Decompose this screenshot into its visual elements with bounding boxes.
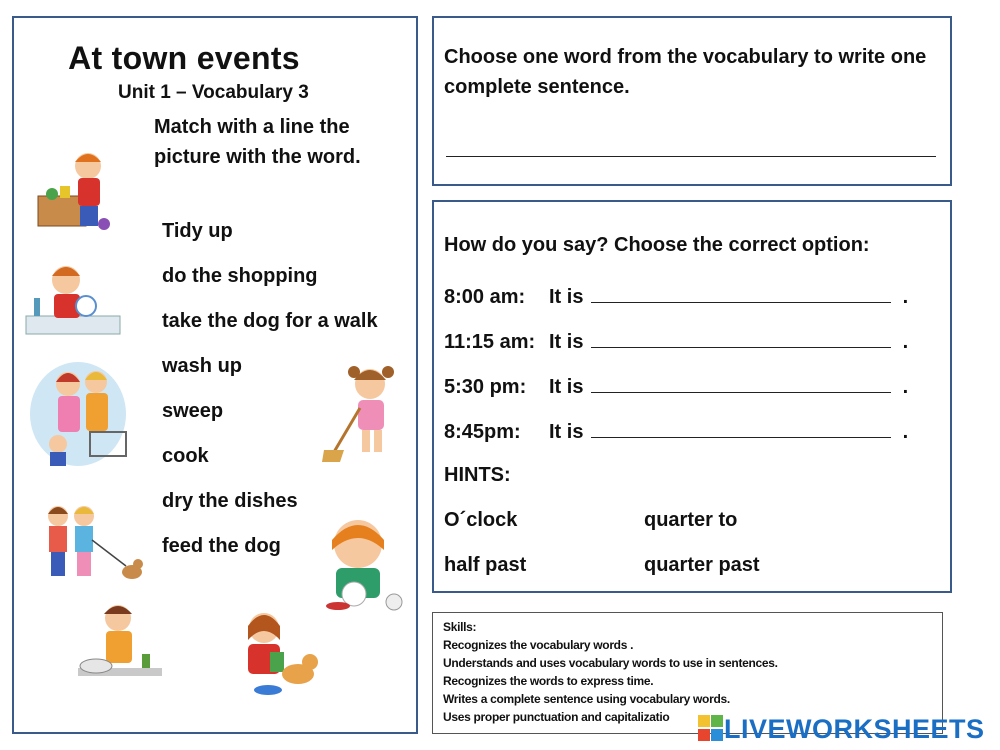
- worksheet-title: At town events: [68, 40, 300, 76]
- time-row: [444, 374, 908, 404]
- sweep-picture[interactable]: [316, 358, 408, 468]
- hint-option: half past: [444, 554, 527, 576]
- time-row: [444, 329, 908, 359]
- time-question: How do you say? Choose the correct option:: [444, 234, 870, 256]
- word-item[interactable]: feed the dog: [162, 535, 281, 557]
- take-the-dog-for-a-walk-picture[interactable]: [34, 496, 144, 586]
- hint-option: O´clock: [444, 509, 518, 531]
- time-row: [444, 419, 908, 449]
- skill-item: Writes a complete sentence using vocabulary words.: [443, 692, 730, 706]
- time-answer-blank[interactable]: [591, 329, 891, 348]
- time-value: 8:00 am:: [444, 286, 526, 308]
- time-label: It is: [549, 421, 584, 443]
- vocabulary-panel: [12, 16, 418, 734]
- hints-title: HINTS:: [444, 464, 511, 486]
- word-item[interactable]: take the dog for a walk: [162, 310, 378, 332]
- sentence-writing-panel: [432, 16, 952, 186]
- feed-the-dog-picture[interactable]: [224, 600, 324, 700]
- skills-title: Skills:: [443, 620, 477, 634]
- time-period: .: [902, 331, 909, 353]
- sentence-prompt: Choose one word from the vocabulary to write one complete sentence.: [444, 46, 927, 98]
- skill-item: Recognizes the words to express time.: [443, 674, 654, 688]
- word-item[interactable]: sweep: [162, 400, 224, 422]
- time-period: .: [902, 421, 909, 443]
- time-label: It is: [549, 331, 584, 353]
- sentence-answer-line[interactable]: [446, 156, 936, 157]
- dry-the-dishes-picture[interactable]: [314, 506, 406, 616]
- word-item[interactable]: wash up: [162, 355, 243, 377]
- skill-item: Understands and uses vocabulary words to use in sentences.: [443, 656, 778, 670]
- time-label: It is: [549, 286, 584, 308]
- word-item[interactable]: do the shopping: [162, 265, 318, 287]
- match-instruction: Match with a line the picture with the word.: [154, 116, 361, 168]
- liveworksheets-logo-icon: [698, 715, 724, 743]
- time-value: 8:45pm:: [444, 421, 521, 443]
- time-value: 5:30 pm:: [444, 376, 527, 398]
- time-period: .: [902, 376, 909, 398]
- tidy-up-picture[interactable]: [34, 144, 114, 239]
- time-value: 11:15 am:: [444, 331, 536, 353]
- do-the-shopping-picture[interactable]: [28, 354, 138, 474]
- liveworksheets-brand-text: LIVEWORKSHEETS: [724, 713, 985, 744]
- unit-subtitle: Unit 1 – Vocabulary 3: [118, 82, 309, 103]
- time-answer-blank[interactable]: [591, 284, 891, 303]
- time-row: [444, 284, 908, 314]
- word-item[interactable]: dry the dishes: [162, 490, 298, 512]
- time-answer-blank[interactable]: [591, 374, 891, 393]
- skill-item: Uses proper punctuation and capitalizatio: [443, 710, 670, 724]
- hint-option: quarter to: [644, 509, 738, 531]
- time-question-panel: [432, 200, 952, 593]
- time-label: It is: [549, 376, 584, 398]
- hint-option: quarter past: [644, 554, 760, 576]
- word-item[interactable]: Tidy up: [162, 220, 233, 242]
- word-item[interactable]: cook: [162, 445, 209, 467]
- time-period: .: [902, 286, 909, 308]
- wash-up-picture[interactable]: [24, 258, 124, 343]
- skill-item: Recognizes the vocabulary words .: [443, 638, 634, 652]
- time-answer-blank[interactable]: [591, 419, 891, 438]
- cook-picture[interactable]: [68, 596, 168, 696]
- liveworksheets-logo: [698, 714, 985, 744]
